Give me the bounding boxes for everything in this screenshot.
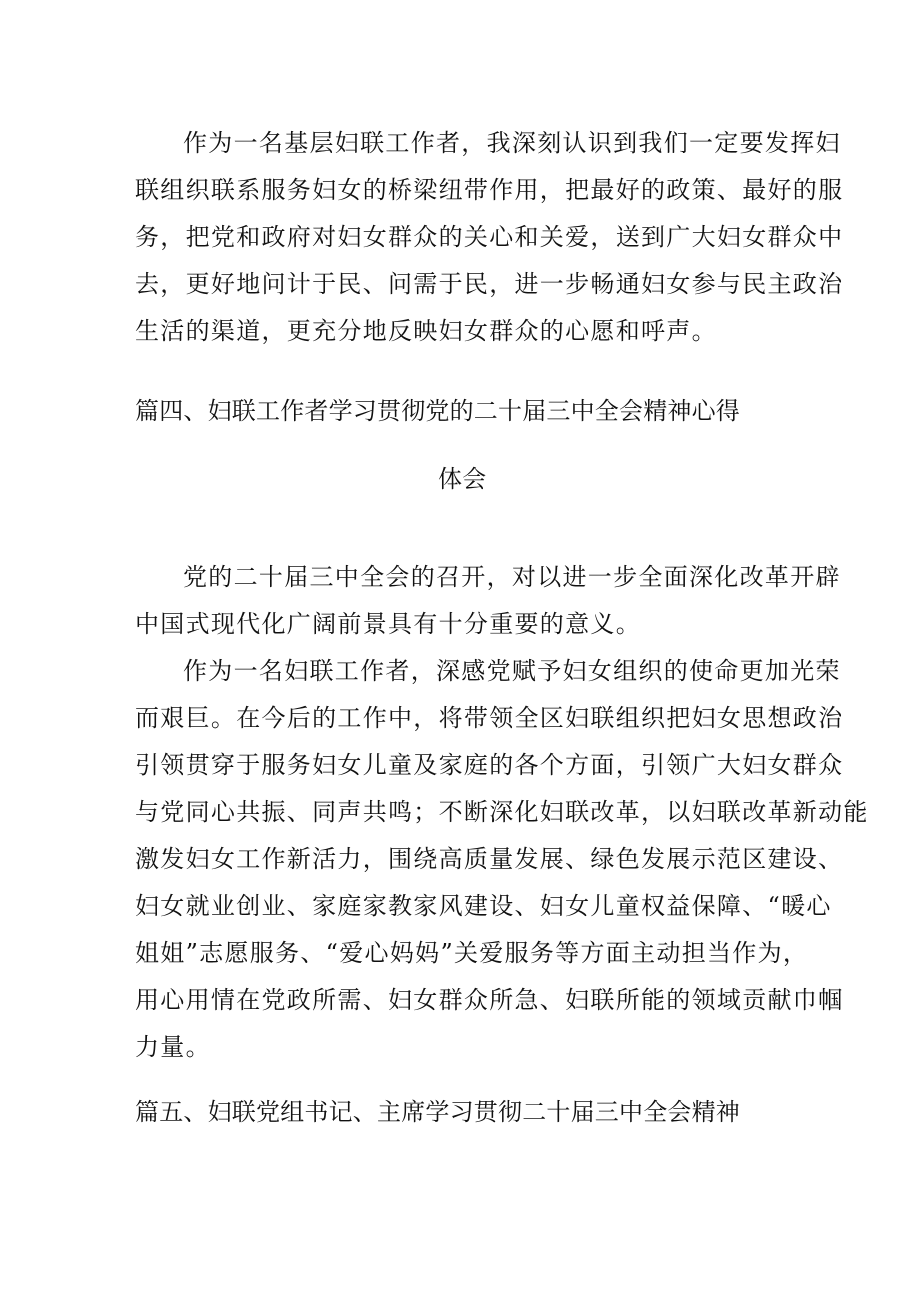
paragraph-line: 作为一名妇联工作者，深感党赋予妇女组织的使命更加光荣	[183, 657, 841, 685]
paragraph-line: 去，更好地问计于民、问需于民，进一步畅通妇女参与民主政治	[135, 270, 844, 298]
paragraph-line: 用心用情在党政所需、妇女群众所急、妇联所能的领域贡献巾帼	[135, 986, 844, 1014]
paragraph-line: 姐姐”志愿服务、“爱心妈妈”关爱服务等方面主动担当作为，	[135, 939, 809, 967]
paragraph-line: 引领贯穿于服务妇女儿童及家庭的各个方面，引领广大妇女群众	[135, 751, 844, 779]
paragraph-line: 激发妇女工作新活力，围绕高质量发展、绿色发展示范区建设、	[135, 845, 844, 873]
section-heading-4: 篇四、妇联工作者学习贯彻党的二十届三中全会精神心得	[135, 397, 740, 425]
paragraph-line: 生活的渠道，更充分地反映妇女群众的心愿和呼声。	[135, 317, 717, 345]
paragraph-line: 作为一名基层妇联工作者，我深刻认识到我们一定要发挥妇	[183, 129, 841, 157]
paragraph-line: 力量。	[135, 1033, 211, 1061]
paragraph-line: 与党同心共振、同声共鸣；不断深化妇联改革，以妇联改革新动能	[135, 798, 869, 826]
section-heading-5: 篇五、妇联党组书记、主席学习贯彻二十届三中全会精神	[135, 1098, 740, 1126]
paragraph-line: 务，把党和政府对妇女群众的关心和关爱，送到广大妇女群众中	[135, 223, 844, 251]
paragraph-line: 联组织联系服务妇女的桥梁纽带作用，把最好的政策、最好的服	[135, 176, 844, 204]
paragraph-line: 而艰巨。在今后的工作中，将带领全区妇联组织把妇女思想政治	[135, 704, 844, 732]
paragraph-line: 党的二十届三中全会的召开，对以进一步全面深化改革开辟	[183, 563, 841, 591]
paragraph-line: 中国式现代化广阔前景具有十分重要的意义。	[135, 610, 641, 638]
paragraph-line: 妇女就业创业、家庭家教家风建设、妇女儿童权益保障、“暖心	[135, 892, 832, 920]
section-heading-4-continued: 体会	[438, 465, 487, 493]
